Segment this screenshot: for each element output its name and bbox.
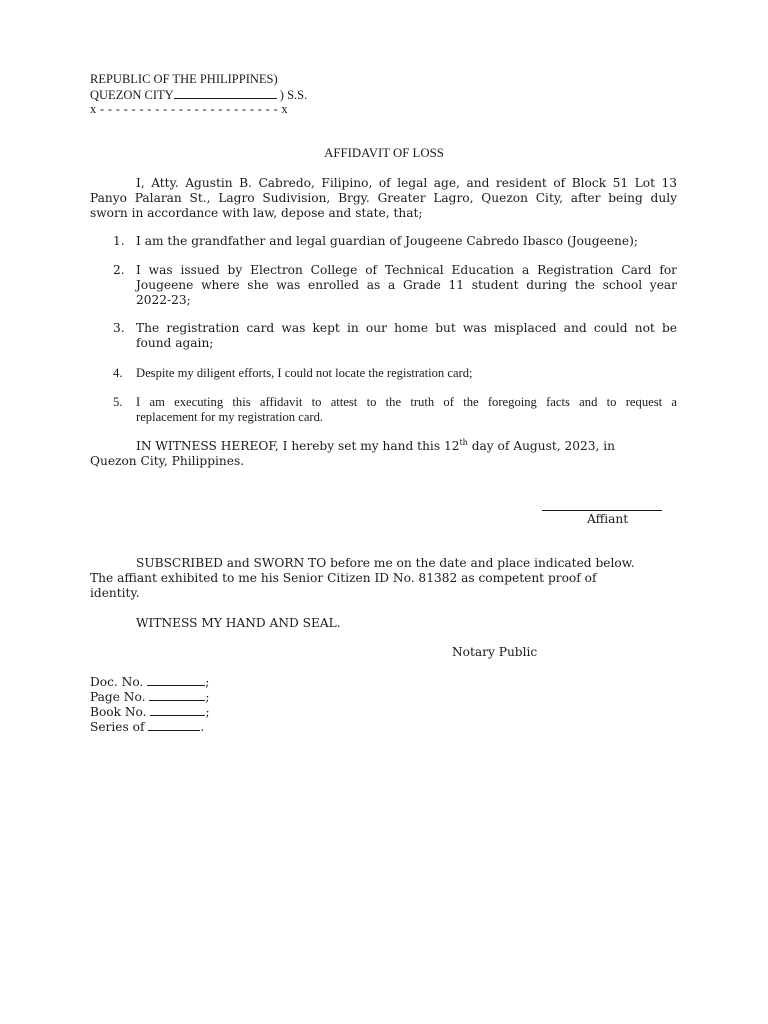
intro-line-1: I, Atty. Agustin B. Cabredo, Filipino, of legal age, and resident of Block 51 Lot 13: [136, 176, 677, 190]
city-blank-line: [174, 87, 277, 99]
witness-ordinal: th: [459, 437, 468, 447]
record-page-no: [90, 689, 209, 705]
header-divider: x - - - - - - - - - - - - - - - - - - - - - - - x: [90, 102, 288, 116]
jurat-line-2: The affiant exhibited to me his Senior Citizen ID No. 81382 as competent proof of: [90, 571, 597, 585]
page-no-blank: [149, 689, 205, 701]
record-page-label: Page No.: [90, 690, 146, 704]
item-2-line-2: Jougeene where she was enrolled as a Grade 11 student during the school year: [136, 278, 677, 292]
book-no-blank: [150, 704, 205, 716]
item-2-line-3: 2022-23;: [136, 293, 191, 307]
record-page-end: ;: [205, 690, 210, 704]
item-3-number: 3.: [113, 321, 125, 335]
witness-line-2: Quezon City, Philippines.: [90, 454, 245, 468]
record-doc-no: [90, 674, 209, 690]
seal-text: WITNESS MY HAND AND SEAL.: [136, 616, 341, 630]
header-city-label: QUEZON CITY: [90, 88, 174, 102]
item-5-line-2: replacement for my registration card.: [136, 410, 324, 424]
series-blank: [148, 719, 200, 731]
record-book-label: Book No.: [90, 705, 147, 719]
jurat-line-3: identity.: [90, 586, 140, 600]
record-book-no: [90, 704, 210, 720]
header-ss: ) S.S.: [279, 88, 308, 102]
item-2-number: 2.: [113, 263, 125, 277]
item-5-number: 5.: [113, 395, 123, 409]
item-4-line-1: Despite my diligent efforts, I could not locate the registration card;: [136, 366, 473, 380]
doc-no-blank: [147, 674, 205, 686]
record-series-end: .: [200, 720, 205, 734]
item-3-line-2: found again;: [136, 336, 214, 350]
item-1-number: 1.: [113, 234, 125, 248]
affiant-signature-line: [542, 510, 662, 511]
notary-public-label: Notary Public: [452, 645, 538, 659]
item-1-line-1: I am the grandfather and legal guardian of Jougeene Cabredo Ibasco (Jougeene);: [136, 234, 638, 248]
jurat-line-1: SUBSCRIBED and SWORN TO before me on the date and place indicated below.: [136, 556, 635, 570]
header-city: [90, 87, 307, 103]
affiant-label: Affiant: [587, 512, 629, 526]
record-doc-label: Doc. No.: [90, 675, 144, 689]
record-book-end: ;: [205, 705, 210, 719]
item-3-line-1: The registration card was kept in our home but was misplaced and could not be: [136, 321, 677, 335]
record-doc-end: ;: [205, 675, 210, 689]
document-title: AFFIDAVIT OF LOSS: [324, 146, 444, 160]
item-2-line-1: I was issued by Electron College of Technical Education a Registration Card for: [136, 263, 677, 277]
record-series: [90, 719, 204, 735]
intro-line-2: Panyo Palaran St., Lagro Sudivision, Brgy. Greater Lagro, Quezon City, after being duly: [90, 191, 677, 205]
record-series-label: Series of: [90, 720, 145, 734]
witness-text-before: IN WITNESS HEREOF, I hereby set my hand this 12: [136, 439, 460, 453]
witness-line-1: [136, 439, 615, 454]
item-4-number: 4.: [113, 366, 123, 380]
intro-line-3: sworn in accordance with law, depose and state, that;: [90, 206, 423, 220]
witness-text-after: day of August, 2023, in: [467, 439, 615, 453]
header-republic: REPUBLIC OF THE PHILIPPINES): [90, 72, 278, 86]
item-5-line-1: I am executing this affidavit to attest to the truth of the foregoing facts and to request a: [136, 395, 677, 409]
